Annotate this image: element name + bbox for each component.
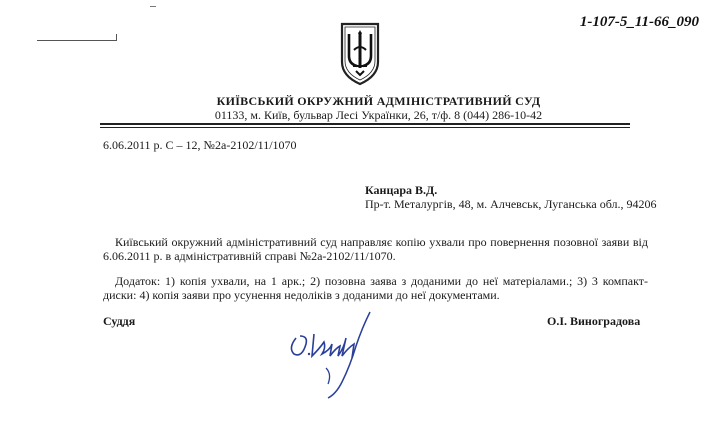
- handwritten-signature: [282, 308, 382, 400]
- trident-coat-of-arms-icon: [339, 22, 381, 86]
- attachment-list: Додаток: 1) копія ухвали, на 1 арк.; 2) позовна заява з доданими до неї матеріалами.; 3) 3 компакт-диски: 4) копія заяви про усунення недоліків з доданими до неї документами.: [103, 274, 648, 302]
- judge-title: Суддя: [103, 314, 136, 328]
- judge-name: О.І. Виноградова: [547, 314, 641, 328]
- fold-mark: [37, 40, 117, 41]
- scan-mark: [150, 6, 156, 7]
- header-rule: [100, 123, 630, 125]
- recipient-name: Канцара В.Д.: [365, 183, 438, 197]
- court-name: КИЇВСЬКИЙ ОКРУЖНИЙ АДМІНІСТРАТИВНИЙ СУД: [216, 94, 541, 108]
- registration-code: 1-107-5_11-66_090: [579, 14, 699, 30]
- reference-line: 6.06.2011 р. С – 12, №2а-2102/11/1070: [103, 138, 297, 152]
- header-rule-thin: [100, 127, 630, 128]
- letter-body: Київський окружний адміністративний суд направляє копію ухвали про повернення позовної заяви від 6.06.2011 р. в адміністративній справі №2а-2102/11/1070.: [103, 235, 648, 263]
- court-address: 01133, м. Київ, бульвар Лесі Українки, 26, т/ф. 8 (044) 286-10-42: [214, 108, 543, 122]
- recipient-address: Пр-т. Металургів, 48, м. Алчевськ, Луганська обл., 94206: [365, 197, 657, 211]
